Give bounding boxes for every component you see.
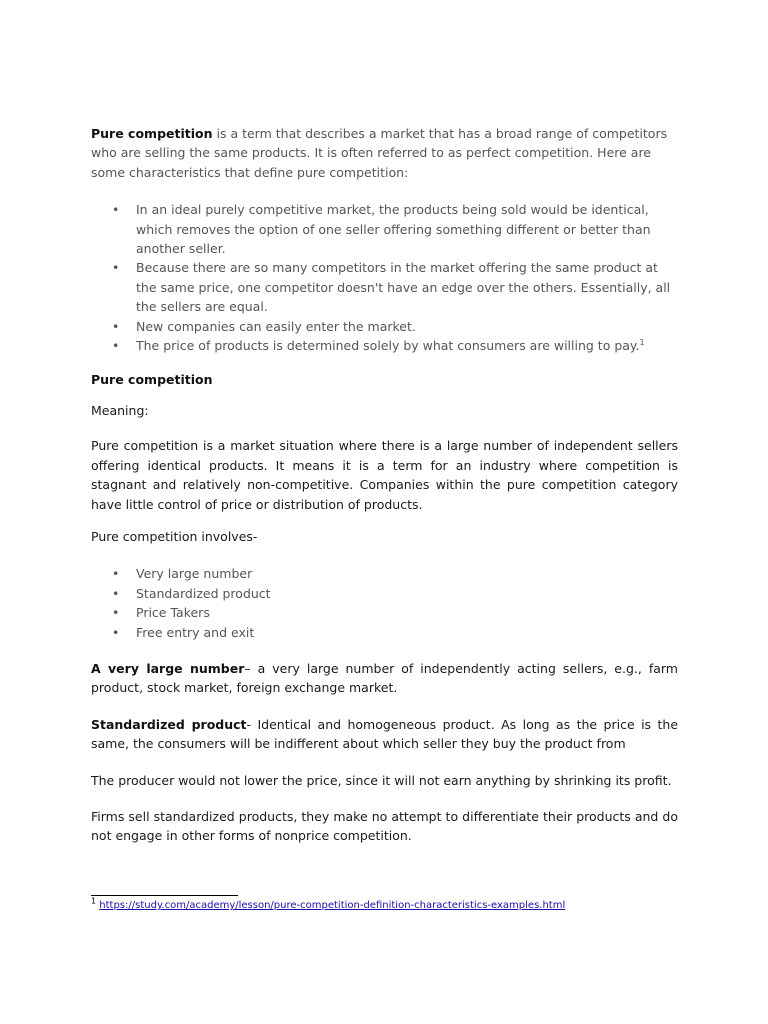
bullet: • xyxy=(112,202,120,218)
producer-paragraph: The producer would not lower the price, since it will not earn anything by shrinking its profit. xyxy=(91,772,672,788)
intro-paragraph xyxy=(91,124,678,182)
involves-list xyxy=(91,564,678,642)
footnote-link[interactable]: https://study.com/academy/lesson/pure-competition-definition-characteristics-examples.html xyxy=(99,900,566,911)
bullet: • xyxy=(112,338,120,354)
bullet: • xyxy=(112,605,120,621)
bullet: • xyxy=(112,318,120,334)
footnote-mark: 1 xyxy=(91,896,97,906)
footnote-reference[interactable]: 1 xyxy=(639,337,645,347)
bullet: • xyxy=(112,566,120,582)
characteristics-list xyxy=(91,200,678,355)
footnote-separator xyxy=(91,895,238,896)
document-body xyxy=(91,124,678,846)
list-item: • The price of products is determined solely by what consumers are willing to pay.$^1$ xyxy=(91,336,678,355)
firms-paragraph: Firms sell standardized products, they make no attempt to differentiate their products and do not engage in other forms of nonprice competition. xyxy=(91,808,678,844)
intro-text: is a term that describes a market that has a broad range of competitors who are selling the same products. It is often referred to as perfect competition. Here are some characteristics that define pure competition: xyxy=(91,126,668,180)
intro-term: Pure competition xyxy=(91,126,213,141)
bullet: • xyxy=(112,624,120,640)
list-item: • Standardized product xyxy=(91,584,678,603)
meaning-label: Meaning: xyxy=(91,402,149,418)
large-number-term: A very large number xyxy=(91,660,245,676)
meaning-paragraph: Pure competition is a market situation where there is a large number of independent sellers offering identical products. It means it is a term for an industry where competition is stagnant and relatively non-competitive. Companies within the pure competition category have little control of price or distribution of products. xyxy=(91,438,678,512)
list-item: • Price Takers xyxy=(91,603,678,622)
standardized-term: Standardized product xyxy=(91,716,247,732)
large-number-paragraph: A very large number– a very large number of independently acting sellers, e.g., farm product, stock market, foreign exchange market. xyxy=(91,660,678,696)
list-item: • Very large number xyxy=(91,564,678,583)
bullet: • xyxy=(112,260,120,276)
section-heading: Pure competition xyxy=(91,372,213,388)
standardized-paragraph: Standardized product- Identical and homogeneous product. As long as the price is the same, the consumers will be indifferent about which seller they buy the product from xyxy=(91,716,679,752)
list-item: • New companies can easily enter the market. xyxy=(91,317,678,336)
bullet: • xyxy=(112,585,120,601)
list-item: • Because there are so many competitors in the market offering the same product at the same price, one competitor doesn't have an edge over the others. Essentially, all the sellers are equal. xyxy=(112,260,671,315)
footnote xyxy=(91,896,566,913)
list-item: • In an ideal purely competitive market, the products being sold would be identical, which removes the option of one seller offering something different or better than another seller. xyxy=(112,202,651,257)
list-item: • Free entry and exit xyxy=(91,623,678,642)
involves-label: Pure competition involves- xyxy=(91,528,258,544)
